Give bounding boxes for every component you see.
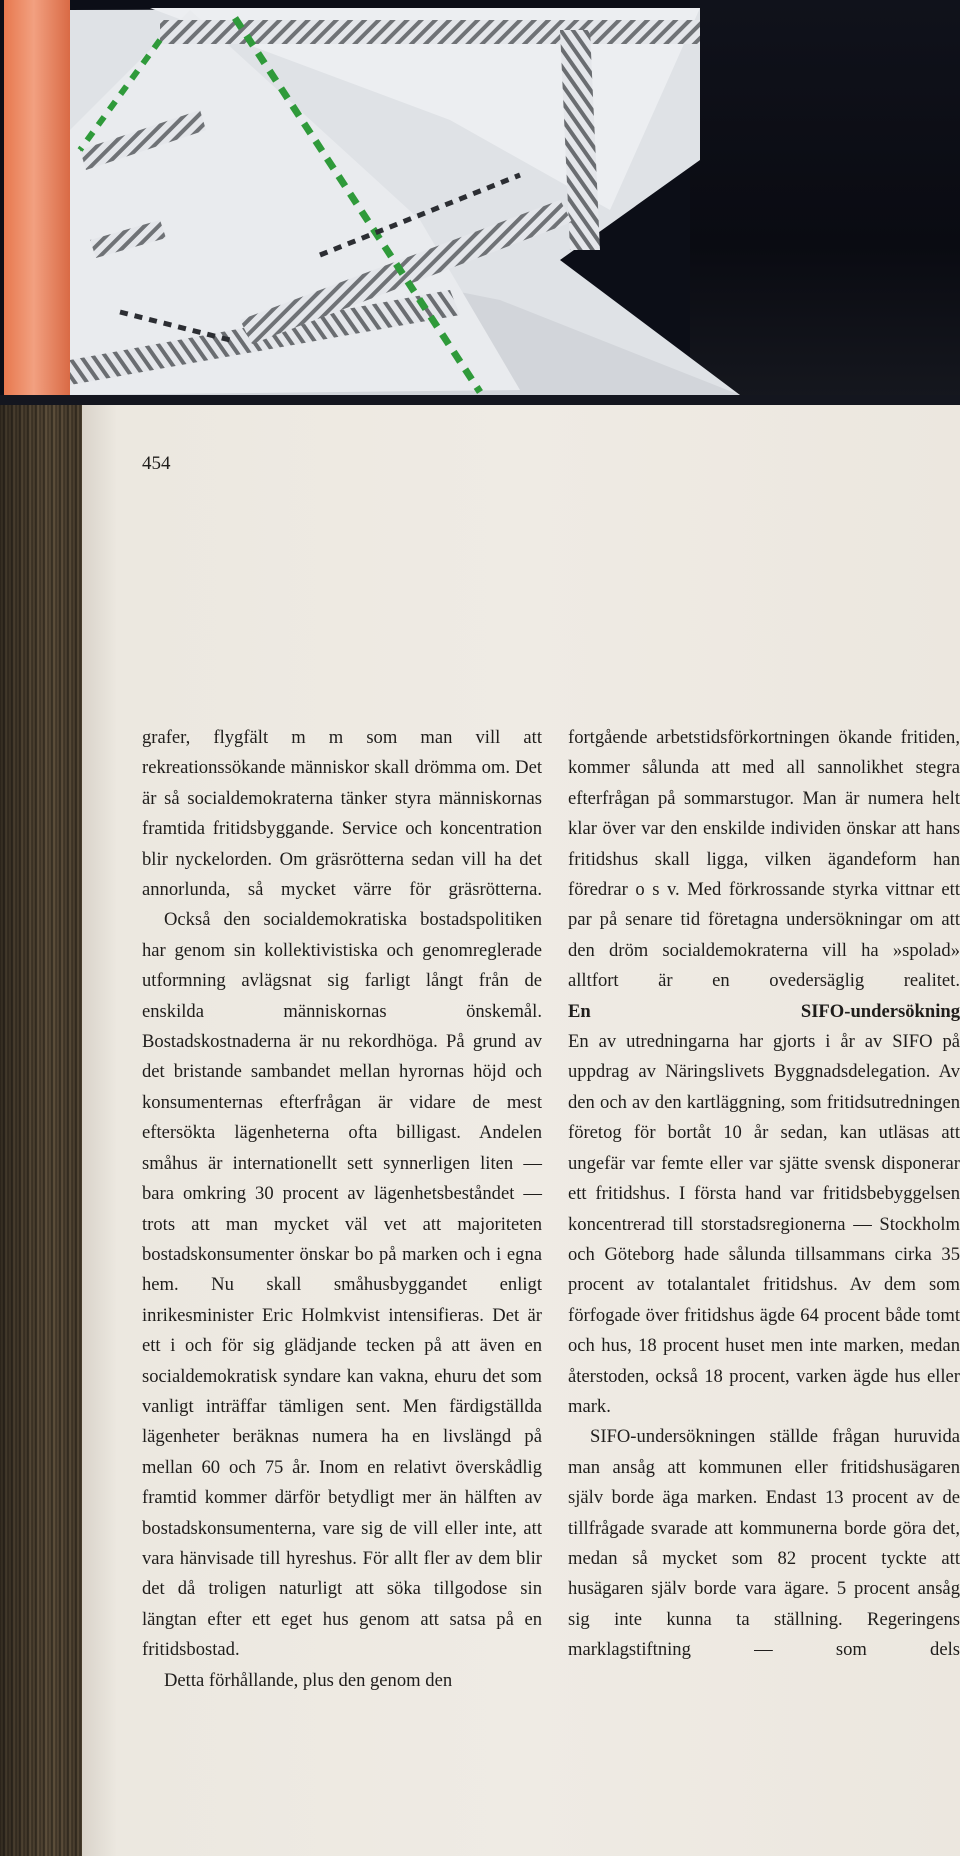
paragraph: Också den socialdemokratiska bostadspolitiken har genom sin kollektivistiska och genomreglerade utformning avlägsnat sig farligt långt från de enskilda människornas önskemål. Bostadskostnaderna är nu rekordhöga. På grund av det bristande sambandet mellan hyrornas höjd och konsumenternas efterfrågan är vidare de mest eftersökta lägenheterna ofta billigast. Andelen småhus är internationellt sett synnerligen liten — bara omkring 30 procent av lägenhetsbeståndet — trots att man mycket väl vet att majoriteten bostadskonsumenter önskar bo på marken och i egna hem. Nu skall småhusbyggandet enligt inrikesminister Eric Holmkvist intensifieras. Det är ett i och för sig glädjande tecken på att även en socialdemokratisk syndare kan vakna, ehuru det som vanligt inträffar tämligen sent. Men färdigställda lägenheter beräknas numera ha en livslängd på mellan 60 och 75 år. Inom en relativt överskådlig framtid kommer därför betydligt mer än hälften av bostadskonsumenterna, vare sig de vill eller inte, att vara hänvisade till hyreshus. För allt fler av dem blir det då troligen naturligt att söka tillgodose sin längtan efter ett eget hus genom att satsa på en fritidsbostad. (142, 909, 542, 1661)
paragraph: Detta förhållande, plus den genom den (164, 1669, 453, 1691)
book-page-edges (0, 405, 82, 1856)
page-number: 454 (142, 453, 171, 474)
plaid-cloth-photo (0, 0, 960, 410)
left-column (142, 723, 542, 1696)
right-column (568, 723, 960, 1666)
paragraph: En av utredningarna har gjorts i år av SIFO på uppdrag av Näringslivets Byggnadsdelegation. Av den och av den kartläggning, som fritidsutredningen företog för bortåt 10 år sedan, kan utläsas att ungefär var femte eller var sjätte svensk disponerar ett fritidshus. I första hand var fritidsbebyggelsen koncentrerad till storstadsregionerna — Stockholm och Göteborg hade sålunda tillsammans cirka 35 procent av totalantalet fritidshus. Av dem som förfogade över fritidshus ägde 64 procent både tomt och hus, 18 procent huset men inte marken, medan återstoden, också 18 procent, varken ägde hus eller mark. (568, 1031, 960, 1417)
paragraph: fortgående arbetstidsförkortningen ökande fritiden, kommer sålunda att med all sannolikhet stegra efterfrågan på sommarstugor. Man är numera helt klar över var den enskilde individen önskar att hans fritidshus skall ligga, vilken ägandeform han föredrar o s v. Med förkrossande styrka vittnar ett par på senare tid företagna undersökningar om att den dröm socialdemokraterna vill ha »spolad» alltfort är en ovedersäglig realitet. (568, 727, 960, 992)
paragraph: grafer, flygfält m m som man vill att rekreationssökande människor skall drömma om. Det är så socialdemokraterna tänker styra människornas framtida fritidsbyggande. Service och koncentration blir nyckelorden. Om gräsrötterna sedan vill ha det annorlunda, så mycket värre för gräsrötterna. (142, 727, 542, 901)
book-page (82, 405, 960, 1856)
top-photo (0, 0, 960, 410)
paragraph: SIFO-undersökningen ställde frågan huruvida man ansåg att kommunen eller fritidshusägaren själv borde äga marken. Endast 13 procent av de tillfrågade svarade att kommunerna borde göra det, medan så mycket som 82 procent tyckte att husägaren själv borde vara ägare. 5 procent ansåg sig inte kunna ta ställning. Regeringens marklagstiftning — som dels (568, 1426, 960, 1661)
section-heading: En SIFO-undersökning (568, 1000, 960, 1022)
